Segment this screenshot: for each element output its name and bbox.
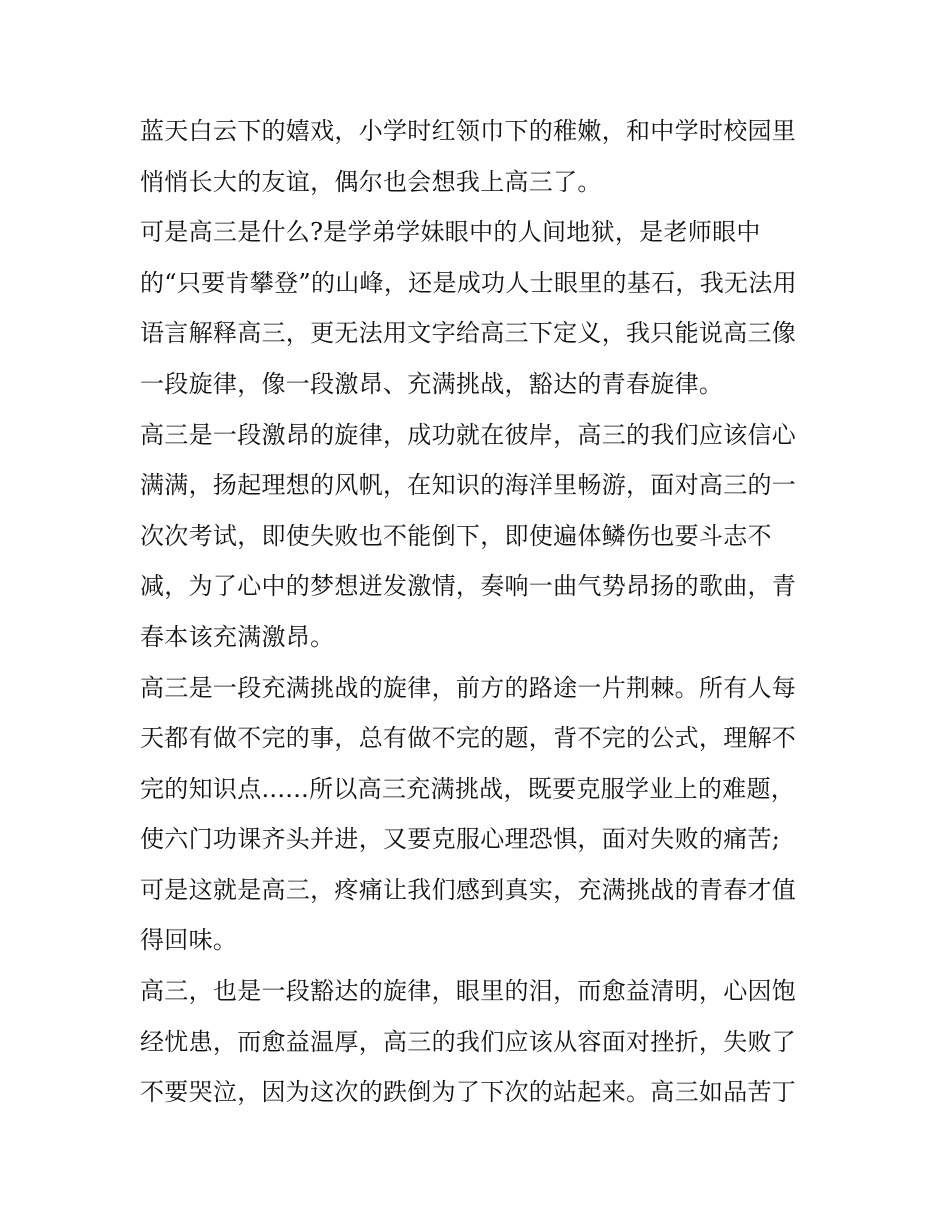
text-line: 经忧患，而愈益温厚，高三的我们应该从容面对挫折，失败了 xyxy=(140,1028,797,1056)
text-line: 可是高三是什么?是学弟学妹眼中的人间地狱，是老师眼中 xyxy=(140,218,761,246)
text-line: 满满，扬起理想的风帆，在知识的海洋里畅游，面对高三的一 xyxy=(140,471,797,499)
text-line: 高三是一段充满挑战的旋律，前方的路途一片荆棘。所有人每 xyxy=(140,674,797,702)
text-line: 天都有做不完的事，总有做不完的题，背不完的公式，理解不 xyxy=(140,724,797,752)
text-line: 得回味。 xyxy=(140,926,238,954)
text-line: 蓝天白云下的嬉戏，小学时红领巾下的稚嫩，和中学时校园里 xyxy=(140,117,797,145)
text-line: 可是这就是高三，疼痛让我们感到真实，充满挑战的青春才值 xyxy=(140,876,797,904)
text-line: 悄悄长大的友谊，偶尔也会想我上高三了。 xyxy=(140,168,602,196)
text-line: 语言解释高三，更无法用文字给高三下定义，我只能说高三像 xyxy=(140,319,797,347)
text-line: 一段旋律，像一段激昂、充满挑战，豁达的青春旋律。 xyxy=(140,370,724,398)
text-line: 使六门功课齐头并进，又要克服心理恐惧，面对失败的痛苦; xyxy=(140,825,781,853)
text-line: 春本该充满激昂。 xyxy=(140,623,335,651)
text-line: 完的知识点......所以高三充满挑战，既要克服学业上的难题， xyxy=(140,775,796,803)
text-line: 减，为了心中的梦想迸发激情，奏响一曲气势昂扬的歌曲，青 xyxy=(140,572,797,600)
text-line: 不要哭泣，因为这次的跌倒为了下次的站起来。高三如品苦丁 xyxy=(140,1078,797,1106)
text-line: 高三，也是一段豁达的旋律，眼里的泪，而愈益清明，心因饱 xyxy=(140,977,797,1005)
text-line: 的“只要肯攀登”的山峰，还是成功人士眼里的基石，我无法用 xyxy=(140,269,797,297)
text-line: 次次考试，即使失败也不能倒下，即使遍体鳞伤也要斗志不 xyxy=(140,522,772,550)
text-line: 高三是一段激昂的旋律，成功就在彼岸，高三的我们应该信心 xyxy=(140,421,797,449)
